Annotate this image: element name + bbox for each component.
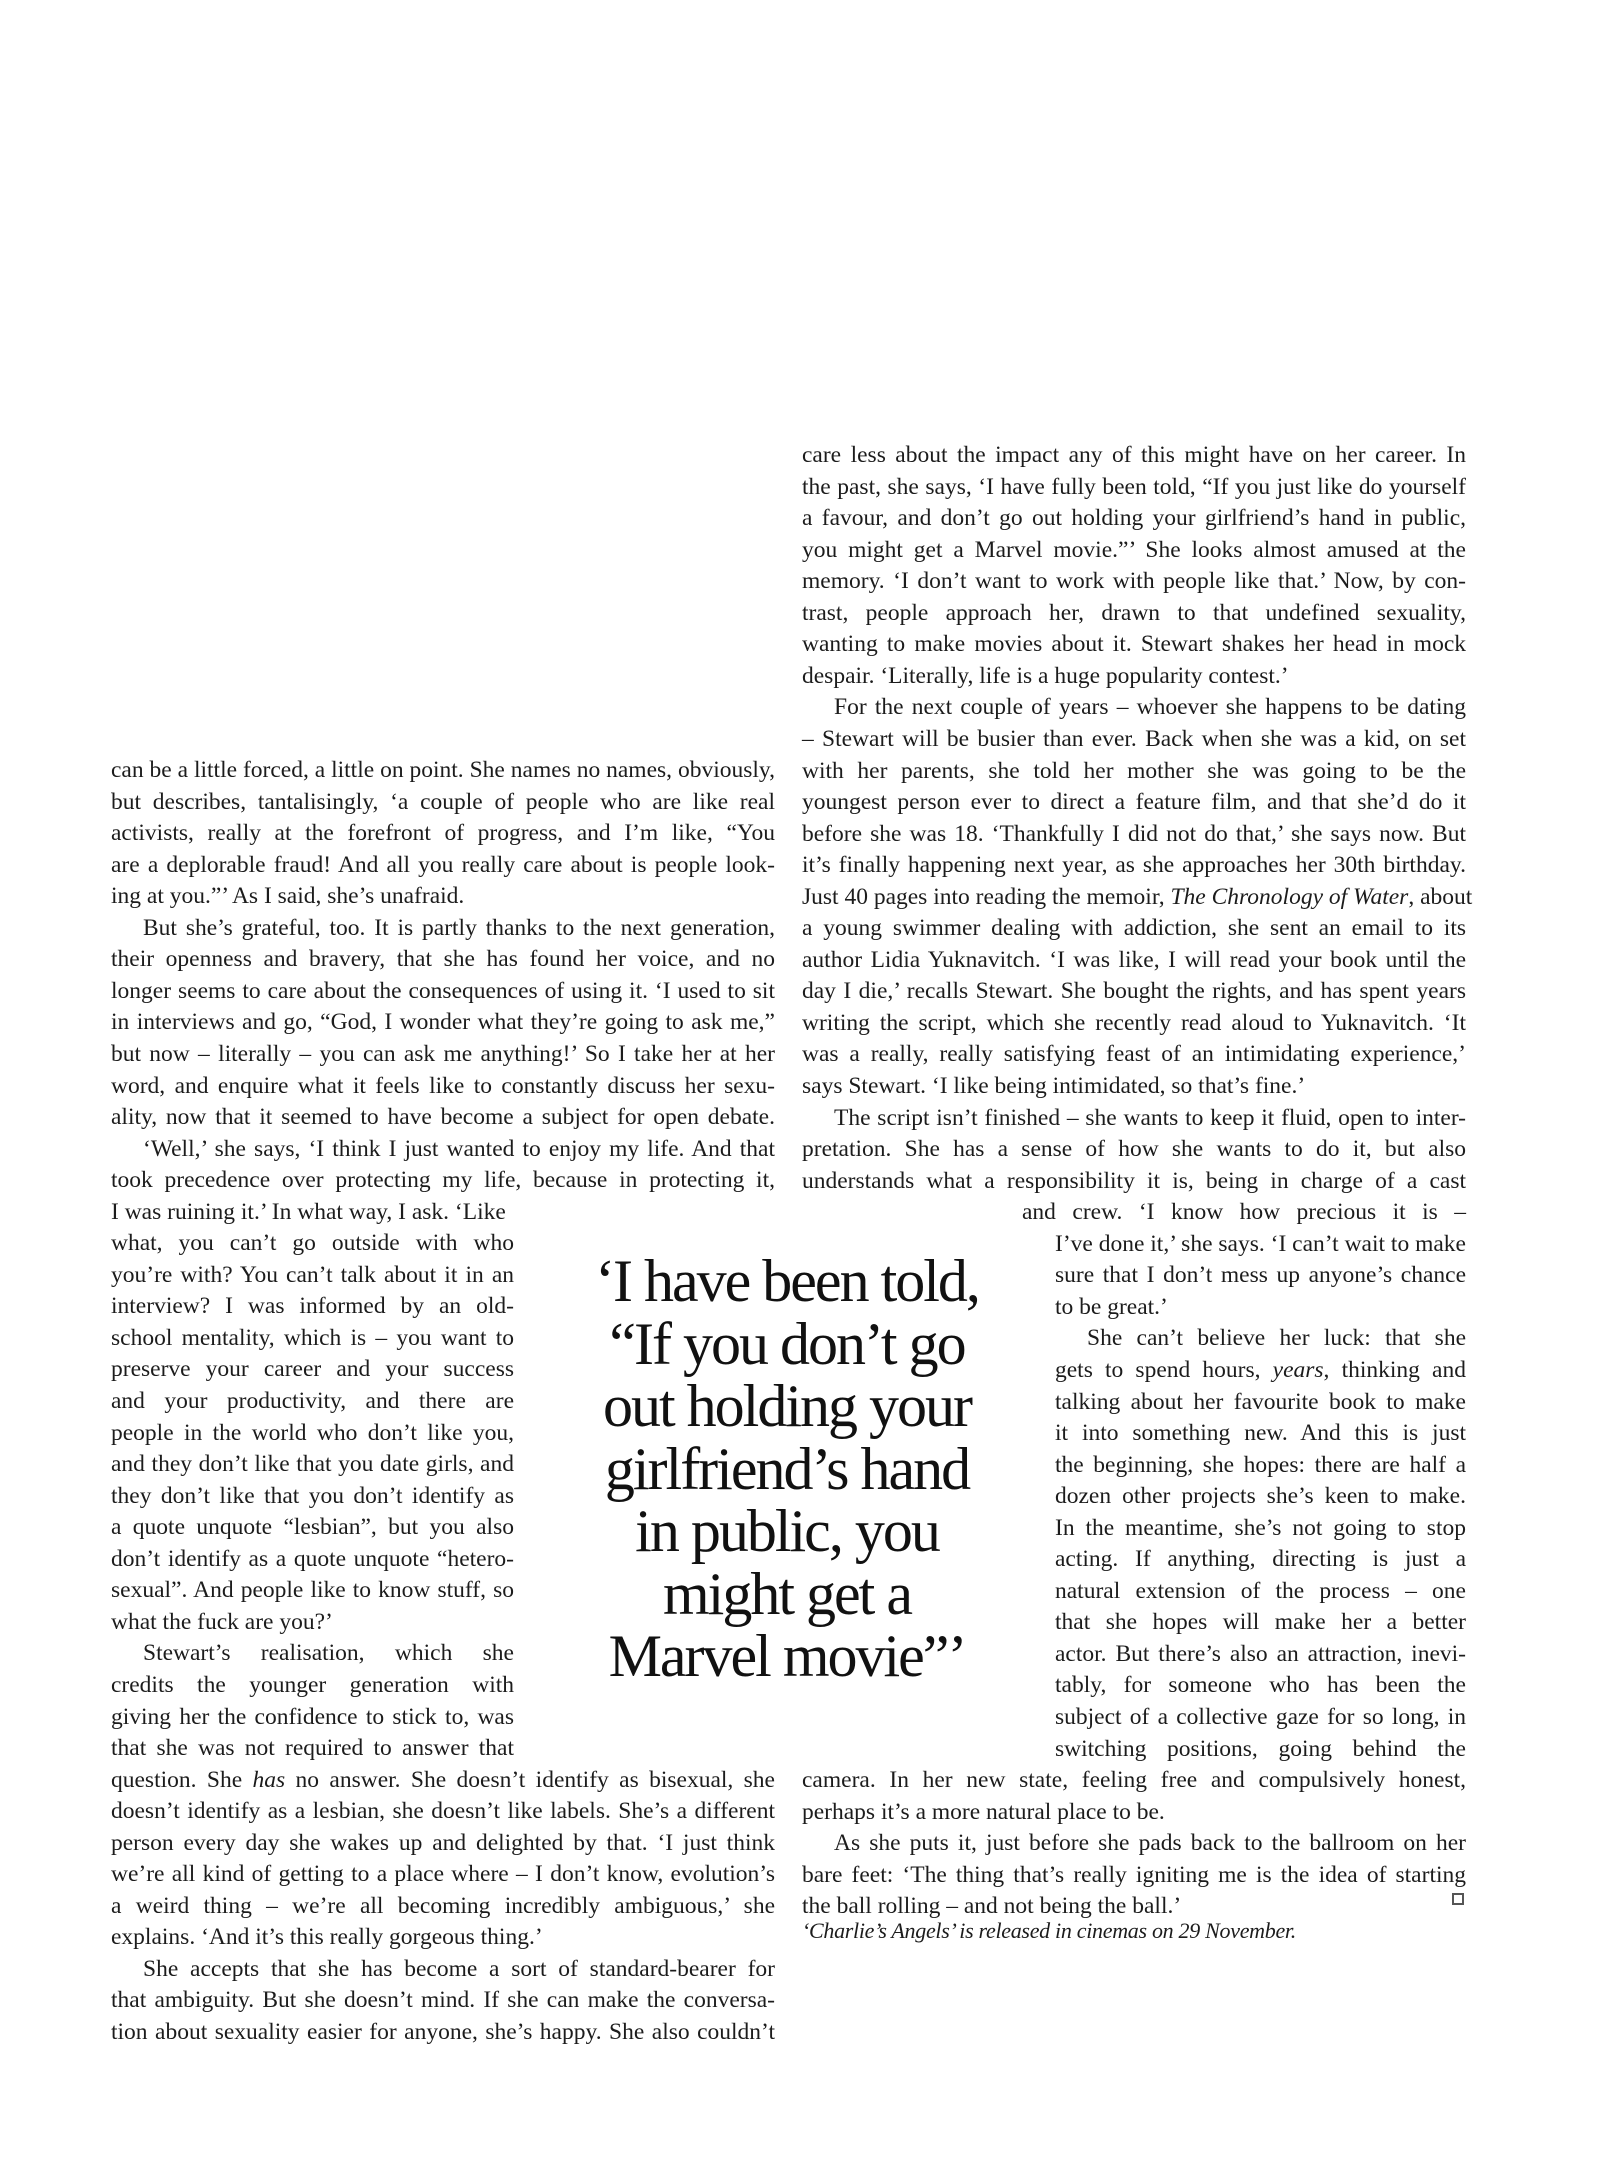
body-text-line: word, and enquire what it feels like to constantly discuss her sexu- xyxy=(111,1072,775,1099)
body-text-line: credits the younger generation with xyxy=(111,1671,514,1698)
body-text-line xyxy=(111,1765,775,1797)
pull-quote xyxy=(562,1250,1012,1688)
text-run: , thinking and xyxy=(1323,1356,1466,1383)
body-text-line: perhaps it’s a more natural place to be. xyxy=(802,1798,1165,1825)
body-text-line: memory. ‘I don’t want to work with people like that.’ Now, by con- xyxy=(802,568,1466,595)
body-text-line: their openness and bravery, that she has found her voice, and no xyxy=(111,946,775,973)
body-text-line: sexual”. And people like to know stuff, so xyxy=(111,1577,514,1604)
body-text-line: what the fuck are you?’ xyxy=(111,1608,333,1635)
body-text-line: She can’t believe her luck: that she xyxy=(1087,1325,1466,1352)
body-text-line: pretation. She has a sense of how she wants to do it, but also xyxy=(802,1136,1466,1163)
body-text-line: Stewart’s realisation, which she xyxy=(143,1640,514,1667)
body-text-line: – Stewart will be busier than ever. Back when she was a kid, on set xyxy=(802,725,1466,752)
body-text-line: what, you can’t go outside with who xyxy=(111,1230,514,1257)
body-text-line: don’t identify as a quote unquote “hetero- xyxy=(111,1545,514,1572)
body-text-line: says Stewart. ‘I like being intimidated, so that’s fine.’ xyxy=(802,1073,1306,1099)
body-text-line: to be great.’ xyxy=(1055,1293,1168,1320)
body-text-line: actor. But there’s also an attraction, inevi- xyxy=(1055,1640,1466,1667)
body-text-line: and they don’t like that you date girls, and xyxy=(111,1451,514,1478)
text-run: no answer. She doesn’t identify as bisexual, she xyxy=(285,1766,775,1793)
body-text-line: sure that I don’t mess up anyone’s chance xyxy=(1055,1262,1466,1289)
body-text-line: I’ve done it,’ she says. ‘I can’t wait to make xyxy=(1055,1230,1466,1257)
text-run: , about xyxy=(1408,883,1473,910)
body-text-line: a quote unquote “lesbian”, but you also xyxy=(111,1514,514,1541)
body-text-line: a young swimmer dealing with addiction, she sent an email to its xyxy=(802,915,1466,942)
body-text-line: in interviews and go, “God, I wonder what they’re going to ask me,” xyxy=(111,1009,775,1036)
body-text-line: For the next couple of years – whoever she happens to be dating xyxy=(834,694,1466,721)
pull-quote-line: might get a xyxy=(663,1560,911,1627)
body-text-line: with her parents, she told her mother she was going to be the xyxy=(802,757,1466,784)
body-text-line: care less about the impact any of this might have on her career. In xyxy=(802,442,1466,468)
body-text-line: natural extension of the process – one xyxy=(1055,1577,1466,1604)
body-text-line: that she hopes will make her a better xyxy=(1055,1609,1466,1636)
body-text-line: you’re with? You can’t talk about it in an xyxy=(111,1261,514,1288)
body-text-line: interview? I was informed by an old- xyxy=(111,1293,514,1320)
body-text-line: In the meantime, she’s not going to stop xyxy=(1055,1514,1466,1541)
body-text-line: dozen other projects she’s keen to make. xyxy=(1055,1483,1466,1510)
body-text-line: that ambiguity. But she doesn’t mind. If she can make the conversa- xyxy=(111,1987,775,2014)
body-text-line: took precedence over protecting my life, because in protecting it, xyxy=(111,1167,775,1194)
body-text-line: talking about her favourite book to make xyxy=(1055,1388,1466,1415)
body-text-line: ality, now that it seemed to have become a subject for open debate. xyxy=(111,1104,775,1131)
body-text-line: wanting to make movies about it. Stewart shakes her head in mock xyxy=(802,631,1466,658)
body-text-line: tion about sexuality easier for anyone, she’s happy. She also couldn’t xyxy=(111,2019,775,2045)
body-text-line: a favour, and don’t go out holding your girlfriend’s hand in public, xyxy=(802,505,1466,532)
body-text-line xyxy=(802,882,1473,914)
body-text-line: giving her the confidence to stick to, was xyxy=(111,1703,514,1730)
body-text-line: acting. If anything, directing is just a xyxy=(1055,1546,1466,1573)
body-text-line: ing at you.”’ As I said, she’s unafraid. xyxy=(111,883,465,910)
body-text-line xyxy=(1055,1355,1466,1387)
body-text-line: She accepts that she has become a sort of standard-bearer for xyxy=(143,1955,775,1982)
body-text-line: But she’s grateful, too. It is partly thanks to the next generation, xyxy=(143,914,775,941)
body-text-line: that she was not required to answer that xyxy=(111,1735,514,1762)
body-text-line: longer seems to care about the consequences of using it. ‘I used to sit xyxy=(111,977,775,1004)
pull-quote-line: girlfriend’s hand xyxy=(604,1435,970,1502)
body-text-line: can be a little forced, a little on point. She names no names, obviously, xyxy=(111,757,775,783)
body-text-line: was a really, really satisfying feast of an intimidating experience,’ xyxy=(802,1041,1466,1068)
text-run: question. She xyxy=(111,1766,253,1793)
body-text-line: a weird thing – we’re all becoming incredibly ambiguous,’ she xyxy=(111,1892,775,1919)
body-text-line: but describes, tantalisingly, ‘a couple of people who are like real xyxy=(111,788,775,815)
italic-text-run: The Chronology of Water xyxy=(1170,883,1409,910)
body-text-line: the ball rolling – and not being the ball.’ xyxy=(802,1893,1182,1920)
body-text-line: As she puts it, just before she pads back to the ballroom on her xyxy=(834,1830,1466,1857)
body-text-line: the beginning, she hopes: there are half a xyxy=(1055,1451,1466,1478)
pull-quote-line: ‘I have been told, xyxy=(595,1248,979,1314)
italic-text-run: years xyxy=(1272,1356,1324,1383)
italic-text-run: has xyxy=(252,1766,286,1793)
body-text-line: The script isn’t finished – she wants to keep it fluid, open to inter- xyxy=(834,1104,1466,1131)
body-text-line: bare feet: ‘The thing that’s really igniting me is the idea of starting xyxy=(802,1861,1466,1888)
body-text-line: we’re all kind of getting to a place where – I don’t know, evolution’s xyxy=(111,1861,775,1888)
body-text-line: it into something new. And this is just xyxy=(1055,1420,1466,1447)
body-text-line: author Lidia Yuknavitch. ‘I was like, I will read your book until the xyxy=(802,946,1466,973)
body-text-line: it’s finally happening next year, as she approaches her 30th birthday. xyxy=(802,852,1466,879)
body-text-line: the past, she says, ‘I have fully been told, “If you just like do yourself xyxy=(802,473,1466,500)
body-text-line: explains. ‘And it’s this really gorgeous thing.’ xyxy=(111,1924,543,1951)
body-text-line: before she was 18. ‘Thankfully I did not do that,’ she says now. But xyxy=(802,820,1466,847)
pull-quote-line: “If you don’t go xyxy=(609,1310,965,1377)
text-run: Just 40 pages into reading the memoir, xyxy=(802,883,1171,910)
body-text-line: but now – literally – you can ask me anything!’ So I take her at her xyxy=(111,1040,775,1067)
body-text-line: person every day she wakes up and delighted by that. ‘I just think xyxy=(111,1829,775,1856)
body-text-line: ‘Well,’ she says, ‘I think I just wanted to enjoy my life. And that xyxy=(143,1135,775,1162)
body-text-line: youngest person ever to direct a feature film, and that she’d do it xyxy=(802,789,1466,816)
body-text-line: tably, for someone who has been the xyxy=(1055,1672,1466,1699)
pull-quote-line: Marvel movie”’ xyxy=(608,1623,966,1689)
body-text-line: writing the script, which she recently read aloud to Yuknavitch. ‘It xyxy=(802,1009,1466,1036)
release-caption: ‘Charlie’s Angels’ is released in cinemas on 29 November. xyxy=(802,1918,1296,1943)
body-text-line: and crew. ‘I know how precious it is – xyxy=(1022,1199,1466,1226)
body-text-line: you might get a Marvel movie.”’ She looks almost amused at the xyxy=(802,536,1466,563)
body-text-line: doesn’t identify as a lesbian, she doesn’t like labels. She’s a different xyxy=(111,1798,775,1825)
body-text-line: despair. ‘Literally, life is a huge popularity contest.’ xyxy=(802,662,1289,689)
body-text-line: they don’t like that you don’t identify as xyxy=(111,1482,514,1509)
body-text-line: subject of a collective gaze for so long, in xyxy=(1055,1704,1466,1730)
pull-quote-line: in public, you xyxy=(635,1498,939,1564)
body-text-line: preserve your career and your success xyxy=(111,1356,514,1383)
end-of-article-square-icon xyxy=(1452,1893,1464,1905)
body-text-line: and your productivity, and there are xyxy=(111,1388,514,1414)
body-text-line: day I die,’ recalls Stewart. She bought the rights, and has spent years xyxy=(802,978,1466,1005)
pull-quote-line: out holding your xyxy=(603,1373,971,1439)
body-text-line: activists, really at the forefront of progress, and I’m like, “You xyxy=(111,820,775,847)
body-text-line: school mentality, which is – you want to xyxy=(111,1324,514,1351)
body-text-line: trast, people approach her, drawn to that undefined sexuality, xyxy=(802,599,1466,626)
body-text-line: switching positions, going behind the xyxy=(1055,1735,1466,1762)
body-text-line: camera. In her new state, feeling free and compulsively honest, xyxy=(802,1767,1466,1794)
body-text-line: people in the world who don’t like you, xyxy=(111,1419,514,1446)
text-run: gets to spend hours, xyxy=(1055,1356,1273,1383)
body-text-line: are a deplorable fraud! And all you really care about is people look- xyxy=(111,851,775,878)
body-text-line: I was ruining it.’ In what way, I ask. ‘Like xyxy=(111,1198,506,1225)
body-text-line: understands what a responsibility it is, being in charge of a cast xyxy=(802,1167,1466,1194)
